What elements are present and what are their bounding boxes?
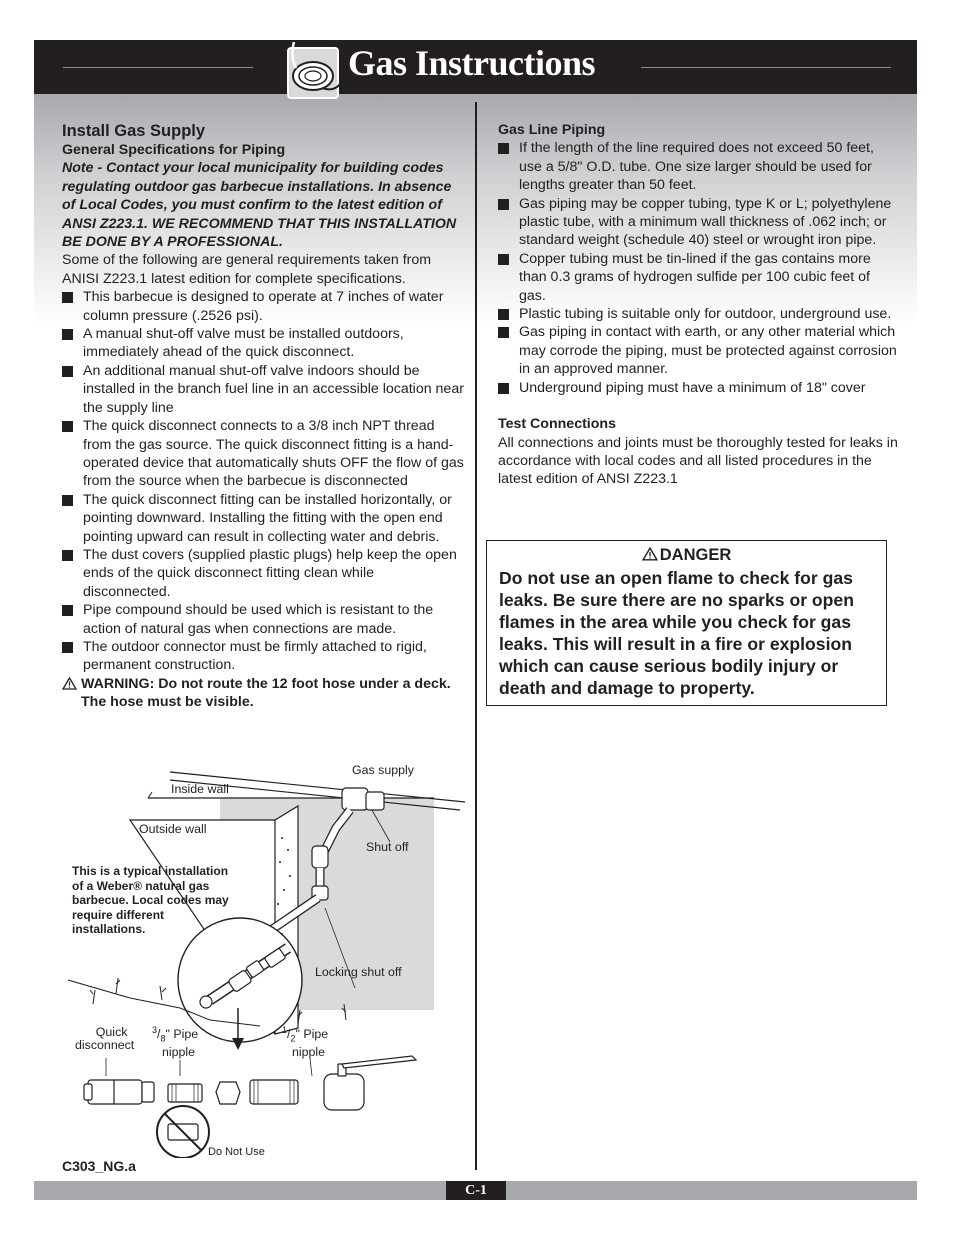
bullet-square-icon bbox=[498, 254, 509, 265]
section-heading: Install Gas Supply bbox=[62, 122, 206, 140]
gas-line-list bbox=[498, 139, 900, 397]
requirements-list bbox=[62, 288, 464, 675]
list-item: Pipe compound should be used which is resistant to the action of natural gas when connections are made. bbox=[62, 601, 464, 638]
gas-piping-illustration bbox=[60, 758, 470, 1158]
bullet-square-icon bbox=[62, 292, 73, 303]
list-item: If the length of the line required does not exceed 50 feet, use a 5/8" O.D. tube. One size larger should be used for lengths greater than 50 feet. bbox=[498, 139, 900, 194]
label-quick-disconnect: Quick disconnect bbox=[75, 1025, 135, 1052]
bullet-square-icon bbox=[62, 550, 73, 561]
prohibited-fitting-icon bbox=[157, 1106, 209, 1158]
bullet-square-icon bbox=[62, 642, 73, 653]
pipe-nipple-38-part bbox=[168, 1084, 202, 1102]
danger-text: Do not use an open flame to check for gas leaks. Be sure there are no sparks or open flames in the area while you check for gas leaks. This will result in a fire or explosion which can cause serious bodily injury or death and damage to property. bbox=[499, 568, 854, 698]
bullet-square-icon bbox=[62, 329, 73, 340]
label-inside-wall: Inside wall bbox=[171, 782, 229, 796]
test-connections-heading: Test Connections bbox=[498, 416, 616, 433]
list-item: A manual shut-off valve must be installed outdoors, immediately ahead of the quick disconnect. bbox=[62, 325, 464, 362]
shut-off-valve-part bbox=[324, 1074, 364, 1110]
left-column bbox=[62, 121, 464, 712]
label-pipe-nipple-12: $^1/_2$" Pipe nipple bbox=[282, 1025, 329, 1059]
column-divider bbox=[475, 102, 477, 1170]
list-item: The quick disconnect connects to a 3/8 inch NPT thread from the gas source. The quick disconnect fitting is a hand-operated device that automatically shuts OFF the flow of gas from the source when the barbecue is disconnected bbox=[62, 417, 464, 491]
parts-row bbox=[84, 1056, 416, 1110]
list-item: Gas piping may be copper tubing, type K or L; polyethylene plastic tube, with a minimum wall thickness of .062 inch; or standard weight (schedule 40) steel or wrought iron pipe. bbox=[498, 195, 900, 250]
warning-note bbox=[62, 675, 464, 712]
label-pipe-nipple-38: $^3/_8$" Pipe nipple bbox=[152, 1025, 199, 1059]
bullet-square-icon bbox=[498, 327, 509, 338]
warning-triangle-icon bbox=[642, 547, 658, 561]
barbecue-grill-icon bbox=[286, 38, 344, 100]
pipe-nipple-12-part bbox=[250, 1080, 298, 1104]
bullet-square-icon bbox=[498, 383, 509, 394]
danger-heading bbox=[499, 545, 874, 565]
list-item: The quick disconnect fitting can be installed horizontally, or pointing downward. Installing the fitting with the open end pointing upward can result in collecting water and debris. bbox=[62, 491, 464, 546]
bullet-square-icon bbox=[62, 605, 73, 616]
note-text: Note - Contact your local municipality for building codes regulating outdoor gas barbecue installations. In absence of Local Codes, you must confirm to the latest edition of ANSI Z223.1. WE RECOMMEND THAT THIS INSTALLATION BE DONE BY A PROFESSIONAL. bbox=[62, 160, 457, 251]
intro-text: Some of the following are general requirements taken from ANISI Z223.1 latest edition for complete specifications. bbox=[62, 252, 432, 287]
figure-caption: This is a typical installation of a Weber® natural gas barbecue. Local codes may require different installations. bbox=[72, 864, 229, 936]
danger-box bbox=[486, 540, 887, 706]
bullet-square-icon bbox=[62, 421, 73, 432]
label-shut-off: Shut off bbox=[366, 840, 409, 854]
list-item: Underground piping must have a minimum of 18" cover bbox=[498, 379, 900, 397]
list-item: The outdoor connector must be firmly attached to rigid, permanent construction. bbox=[62, 638, 464, 675]
list-item: An additional manual shut-off valve indoors should be installed in the branch fuel line in an accessible location near the supply line bbox=[62, 362, 464, 417]
shut-off-valve bbox=[366, 792, 384, 810]
list-item: Plastic tubing is suitable only for outdoor, underground use. bbox=[498, 305, 900, 323]
list-item: Copper tubing must be tin-lined if the gas contains more than 0.3 grams of hydrogen sulfide per 100 cubic feet of gas. bbox=[498, 250, 900, 305]
bullet-square-icon bbox=[498, 143, 509, 154]
header-rule-right bbox=[641, 67, 891, 68]
header-rule-left bbox=[63, 67, 253, 68]
list-item: The dust covers (supplied plastic plugs) help keep the open ends of the quick disconnect fitting clean while disconnected. bbox=[62, 546, 464, 601]
page-title: Gas Instructions bbox=[348, 43, 596, 83]
label-outside-wall: Outside wall bbox=[139, 822, 207, 836]
bullet-square-icon bbox=[62, 366, 73, 377]
bullet-square-icon bbox=[62, 495, 73, 506]
adapter-fitting-part bbox=[216, 1082, 240, 1104]
label-do-not-use: Do Not Use bbox=[208, 1146, 265, 1158]
installation-diagram bbox=[60, 758, 470, 1158]
list-item: This barbecue is designed to operate at 7 inches of water column pressure (.2526 psi). bbox=[62, 288, 464, 325]
tee-fitting bbox=[342, 788, 368, 810]
warning-triangle-icon bbox=[62, 677, 77, 690]
quick-disconnect-part bbox=[88, 1080, 142, 1104]
label-locking-shut-off: Locking shut off bbox=[315, 965, 402, 979]
bullet-square-icon bbox=[498, 309, 509, 320]
figure-code: C303_NG.a bbox=[62, 1158, 136, 1174]
right-column bbox=[498, 121, 900, 489]
test-connections-text: All connections and joints must be thoroughly tested for leaks in accordance with local codes and all listed procedures in the latest edition of ANSI Z223.1 bbox=[498, 434, 898, 488]
list-item: Gas piping in contact with earth, or any other material which may corrode the piping, must be protected against corrosion in an approved manner. bbox=[498, 323, 900, 378]
label-gas-supply: Gas supply bbox=[352, 763, 414, 777]
danger-title: DANGER bbox=[659, 546, 732, 564]
bullet-square-icon bbox=[498, 199, 509, 210]
subsection-heading: General Specifications for Piping bbox=[62, 142, 286, 158]
gas-line-heading: Gas Line Piping bbox=[498, 122, 606, 138]
warning-text: WARNING: Do not route the 12 foot hose under a deck. The hose must be visible. bbox=[81, 675, 451, 711]
page-number: C-1 bbox=[446, 1181, 506, 1200]
